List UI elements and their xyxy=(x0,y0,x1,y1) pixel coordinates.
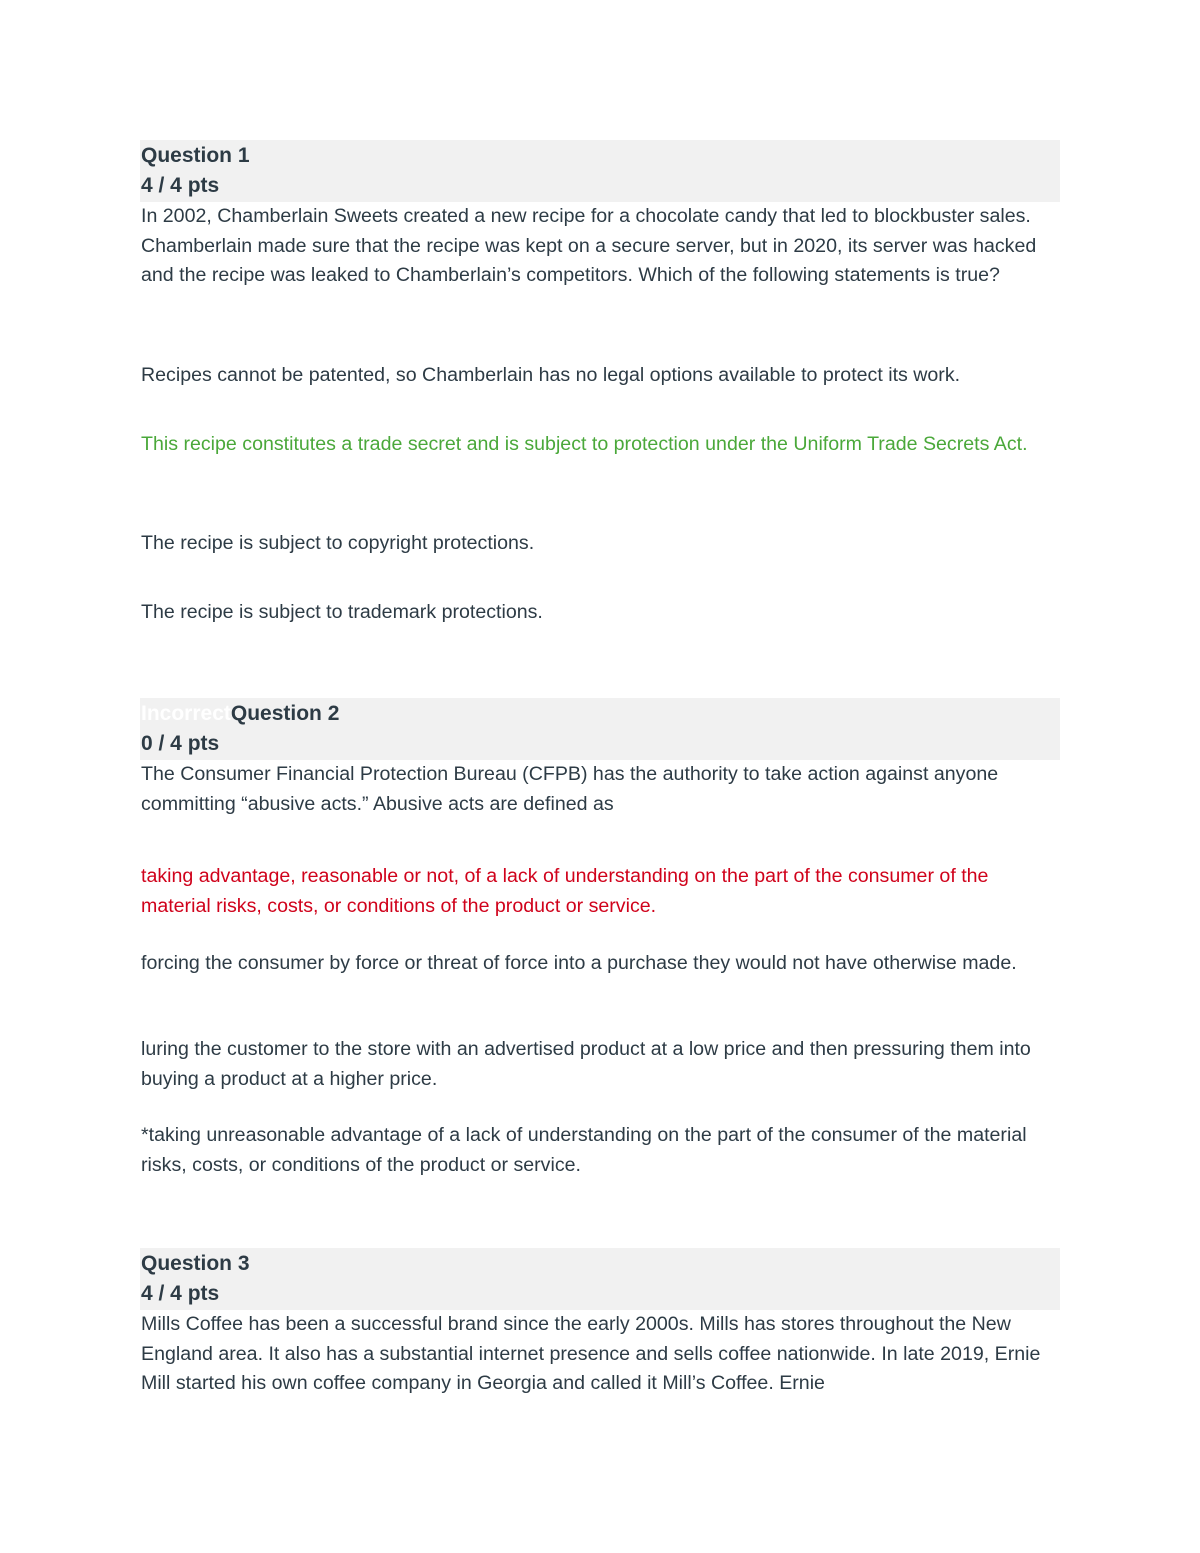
question-title: IncorrectQuestion 2 xyxy=(141,702,340,725)
answer-option[interactable]: The recipe is subject to trademark protections. xyxy=(141,601,543,623)
answer-option-correct[interactable]: This recipe constitutes a trade secret and is subject to protection under the Uniform Trade Secrets Act. xyxy=(141,433,1028,455)
answer-option[interactable]: The recipe is subject to copyright protections. xyxy=(141,532,535,554)
question-prompt: In 2002, Chamberlain Sweets created a new recipe for a chocolate candy that led to blockbuster sales. Chamberlain made sure that the recipe was kept on a secure server, but in 2020, its server was hacked and the recipe was leaked to Chamberlain’s competitors. Which of the following statements is true? xyxy=(141,205,1037,286)
question-header xyxy=(140,1248,1060,1310)
question-prompt: Mills Coffee has been a successful brand since the early 2000s. Mills has stores throughout the New England area. It also has a substantial internet presence and sells coffee nationwide. In late 2019, Ernie Mill started his own coffee company in Georgia and called it Mill’s Coffee. Ernie xyxy=(141,1313,1041,1394)
question-title: Question 1 xyxy=(141,144,250,167)
question-prompt: The Consumer Financial Protection Bureau (CFPB) has the authority to take action against anyone committing “abusive acts.” Abusive acts are defined as xyxy=(141,763,999,815)
answer-option[interactable]: Recipes cannot be patented, so Chamberlain has no legal options available to protect its work. xyxy=(141,364,961,386)
question-title: Question 3 xyxy=(141,1252,250,1275)
question-header xyxy=(140,140,1060,202)
question-points: 4 / 4 pts xyxy=(141,174,220,197)
incorrect-badge: Incorrect xyxy=(141,702,231,725)
question-points: 0 / 4 pts xyxy=(141,732,220,755)
answer-option-selected-wrong[interactable]: taking advantage, reasonable or not, of a lack of understanding on the part of the consumer of the material risks, costs, or conditions of the product or service. xyxy=(141,865,989,917)
answer-option[interactable]: *taking unreasonable advantage of a lack of understanding on the part of the consumer of the material risks, costs, or conditions of the product or service. xyxy=(141,1124,1027,1176)
question-points: 4 / 4 pts xyxy=(141,1282,220,1305)
answer-option[interactable]: forcing the consumer by force or threat of force into a purchase they would not have otherwise made. xyxy=(141,952,1017,974)
answer-option[interactable]: luring the customer to the store with an advertised product at a low price and then pressuring them into buying a product at a higher price. xyxy=(141,1038,1031,1090)
